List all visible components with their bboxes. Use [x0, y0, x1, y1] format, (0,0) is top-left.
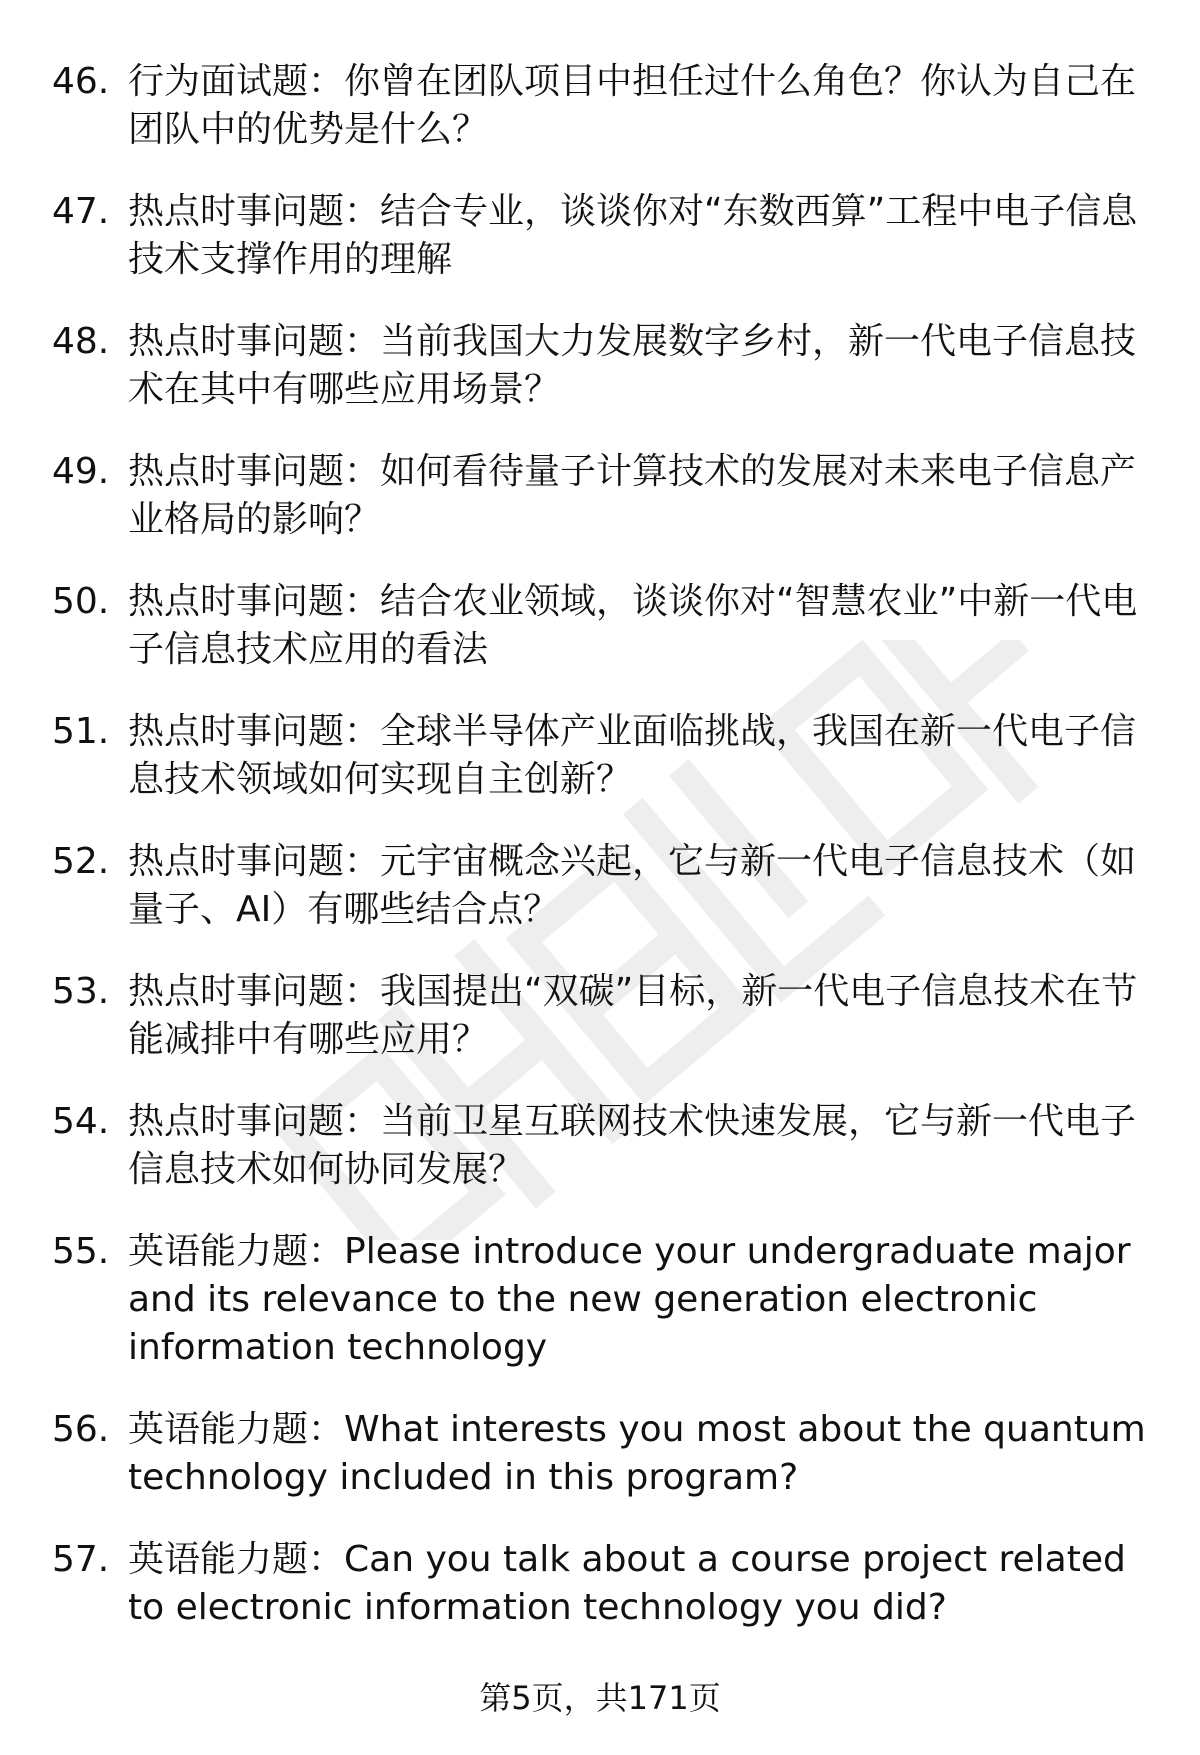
question-number: 53.	[52, 971, 110, 1012]
list-item	[52, 838, 1152, 934]
question-number: 55.	[52, 1231, 110, 1272]
question-number: 46.	[52, 61, 110, 102]
question-number: 49.	[52, 451, 110, 492]
question-number: 56.	[52, 1409, 110, 1450]
list-item	[52, 708, 1152, 804]
list-item	[52, 1536, 1152, 1632]
question-number: 54.	[52, 1101, 110, 1142]
question-text: 热点时事问题：全球半导体产业面临挑战，我国在新一代电子信息技术领域如何实现自主创新？	[128, 711, 1137, 800]
question-text: 热点时事问题：我国提出“双碳”目标，新一代电子信息技术在节能减排中有哪些应用？	[128, 971, 1138, 1060]
question-list	[52, 58, 1152, 1666]
question-text: 热点时事问题：当前我国大力发展数字乡村，新一代电子信息技术在其中有哪些应用场景？	[128, 321, 1137, 410]
question-number: 57.	[52, 1539, 110, 1580]
list-item	[52, 1406, 1152, 1502]
list-item	[52, 58, 1152, 154]
question-text: 热点时事问题：结合农业领域，谈谈你对“智慧农业”中新一代电子信息技术应用的看法	[128, 581, 1138, 670]
question-text: 热点时事问题：当前卫星互联网技术快速发展，它与新一代电子信息技术如何协同发展？	[128, 1101, 1137, 1190]
question-text: 英语能力题：Please introduce your undergraduate major and its relevance to the new generation electronic information technology	[128, 1231, 1131, 1368]
list-item	[52, 578, 1152, 674]
page-number-footer: 第5页，共171页	[479, 1679, 721, 1717]
question-text: 热点时事问题：元宇宙概念兴起，它与新一代电子信息技术（如量子、AI）有哪些结合点？	[128, 841, 1137, 930]
list-item	[52, 968, 1152, 1064]
list-item	[52, 318, 1152, 414]
question-text: 英语能力题：What interests you most about the quantum technology included in this program?	[128, 1409, 1146, 1498]
question-text: 热点时事问题：结合专业，谈谈你对“东数西算”工程中电子信息技术支撑作用的理解	[128, 191, 1138, 280]
question-text: 英语能力题：Can you talk about a course project related to electronic information technology you did?	[128, 1539, 1126, 1628]
question-text: 行为面试题：你曾在团队项目中担任过什么角色？你认为自己在团队中的优势是什么？	[128, 61, 1137, 150]
question-number: 48.	[52, 321, 110, 362]
list-item	[52, 188, 1152, 284]
list-item	[52, 1228, 1152, 1372]
list-item	[52, 1098, 1152, 1194]
list-item	[52, 448, 1152, 544]
question-number: 52.	[52, 841, 110, 882]
question-number: 51.	[52, 711, 110, 752]
question-number: 50.	[52, 581, 110, 622]
question-number: 47.	[52, 191, 110, 232]
question-text: 热点时事问题：如何看待量子计算技术的发展对未来电子信息产业格局的影响？	[128, 451, 1137, 540]
